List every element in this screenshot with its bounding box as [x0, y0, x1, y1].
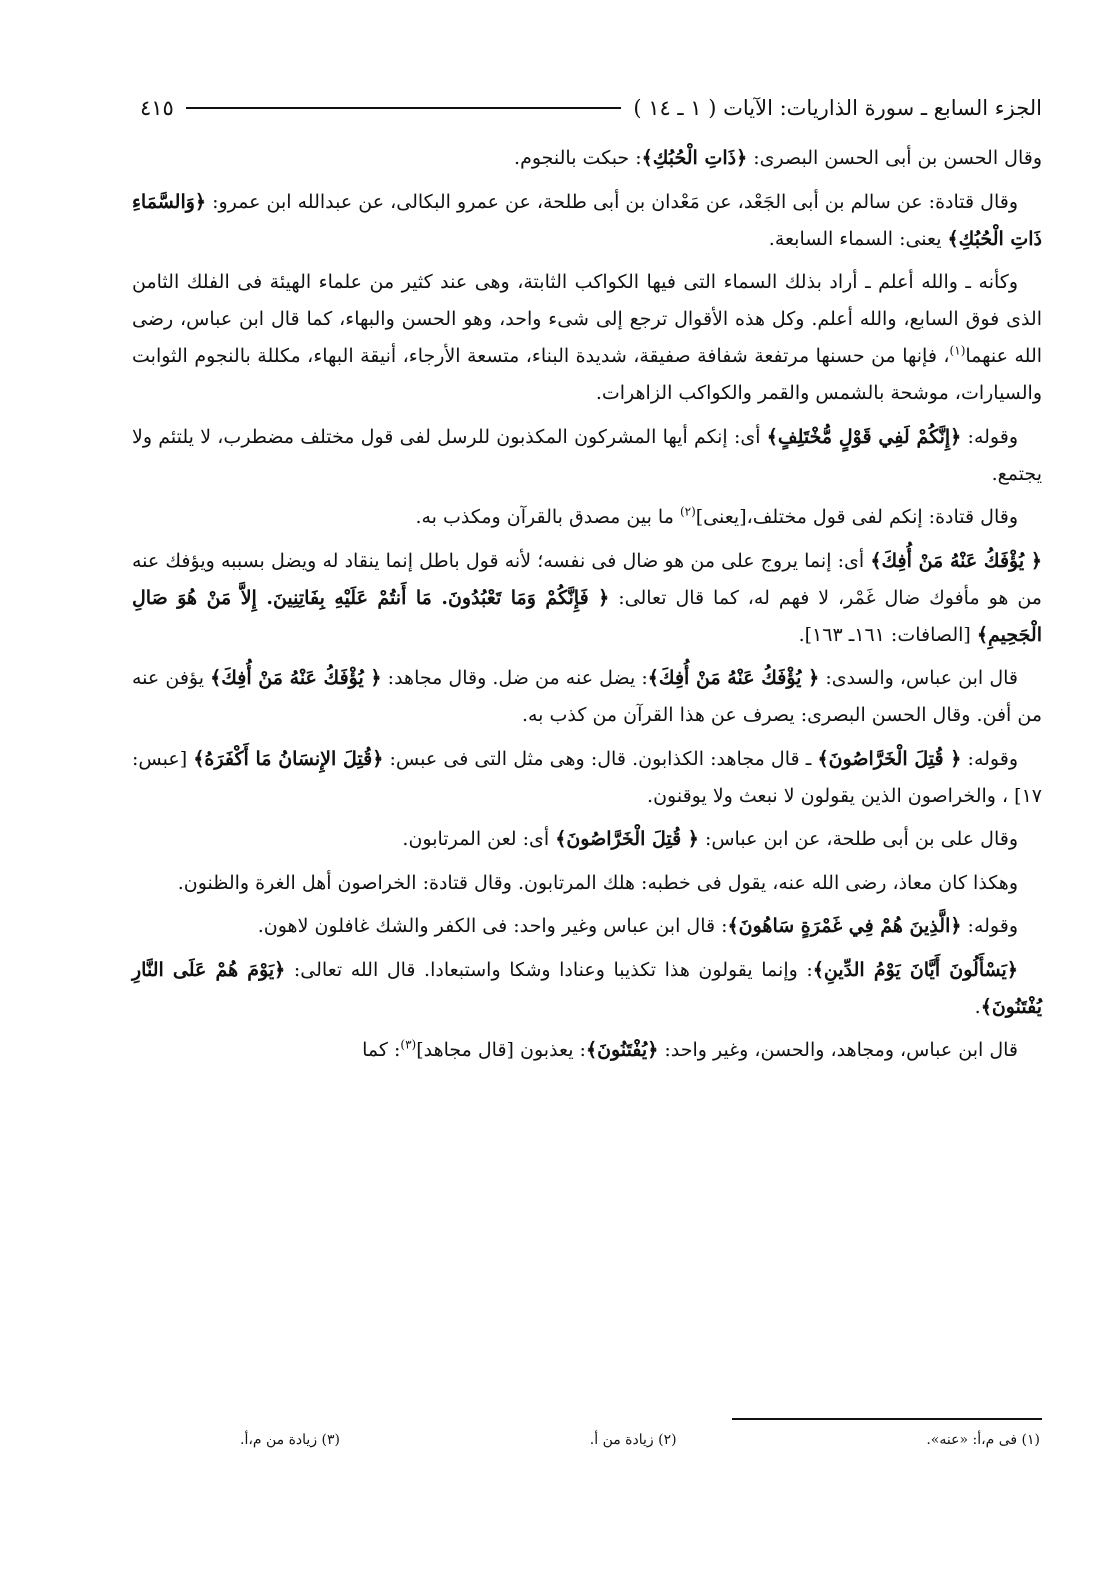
quran-quote: ﴿يُفْتَنُونَ﴾ [585, 1039, 659, 1061]
quran-quote: ﴿ذَاتِ الْحُبُكِ﴾ [641, 147, 748, 169]
footnote-ref: (٢) [679, 504, 696, 519]
quran-quote: ﴿ يُؤْفَكُ عَنْهُ مَنْ أُفِكَ﴾ [647, 667, 820, 689]
text-run: ، فإنها من حسنها مرتفعة شفافة صفيقة، شديدة البناء، متسعة الأرجاء، أنيقة البهاء، مكللة بالنجوم الثوابت والسيارات، موشحة بالشمس والقمر والكواكب الزاهرات. [132, 345, 1042, 404]
text-run: [الصافات: ١٦١ـ ١٦٣]. [798, 623, 977, 646]
paragraph [132, 184, 1042, 258]
quran-quote: ﴿ قُتِلَ الْخَرَّاصُونَ﴾ [555, 828, 699, 850]
quran-quote: ﴿ قُتِلَ الْخَرَّاصُونَ﴾ [817, 747, 962, 770]
paragraph [132, 499, 1042, 536]
quran-quote: ﴿يَوْمَ هُمْ عَلَى النَّارِ يُفْتَنُونَ﴾ [132, 958, 1042, 1018]
text-run: : يضل عنه من ضل. وقال مجاهد: [381, 667, 648, 689]
paragraph [132, 741, 1042, 815]
text-run: أى: إنكم أيها المشركون المكذبون للرسل لفى قول مختلف مضطرب، لا يلتئم ولا يجتمع. [132, 425, 1042, 485]
text-run: وقوله: [961, 747, 1018, 770]
text-run: : قال ابن عباس وغير واحد: فى الكفر والشك غافلون لاهون. [257, 915, 728, 937]
text-run: قال ابن عباس، ومجاهد، والحسن، وغير واحد: [658, 1039, 1018, 1061]
paragraph [132, 1032, 1042, 1069]
quran-quote: ﴿ يُؤْفَكُ عَنْهُ مَنْ أُفِكَ﴾ [870, 549, 1042, 572]
quran-quote: ﴿قُتِلَ الإِنسَانُ مَا أَكْفَرَهُ﴾ [193, 747, 384, 770]
paragraph [132, 821, 1042, 858]
quran-quote: ﴿الَّذِينَ هُمْ فِي غَمْرَةٍ سَاهُونَ﴾ [727, 915, 962, 937]
paragraph [132, 660, 1042, 734]
page-header [140, 88, 1042, 128]
text-run: وهكذا كان معاذ، رضى الله عنه، يقول فى خطبه: هلك المرتابون. وقال قتادة: الخراصون أهل الغرة والظنون. [177, 871, 1018, 894]
paragraph [132, 543, 1042, 654]
footnote-1: (١) فى م،أ: «عنه». [926, 1432, 1040, 1448]
paragraph [132, 952, 1042, 1026]
page-number: ٤١٥ [140, 96, 174, 120]
footnote-ref: (١) [949, 343, 966, 358]
text-run: ما بين مصدق بالقرآن ومكذب به. [415, 506, 680, 528]
text-run: أى: لعن المرتابون. [402, 828, 556, 850]
text-run: يؤفن عنه من أفن. وقال الحسن البصرى: يصرف عن هذا القرآن من كذب به. [132, 667, 1042, 726]
header-rule [186, 107, 621, 109]
text-run: وقال الحسن بن أبى الحسن البصرى: [747, 147, 1042, 169]
text-run: وقوله: [961, 425, 1018, 448]
paragraph [132, 140, 1042, 177]
footnote-3: (٣) زيادة من م،أ. [240, 1432, 341, 1448]
running-head: الجزء السابع ـ سورة الذاريات: الآيات ( ١ ـ ١٤ ) [633, 96, 1042, 120]
text-run: وكأنه ـ والله أعلم ـ أراد بذلك السماء التى فيها الكواكب الثابتة، وهى عند كثير من علماء الهيئة فى الفلك الثامن الذى فوق السابع، والله أعلم. وكل هذه الأقوال ترجع إلى شىء واحد، وهو الحسن والبهاء، كما قال ابن عباس، رضى الله عنهما [132, 271, 1043, 367]
text-run: وقال على بن أبى طلحة، عن ابن عباس: [698, 828, 1018, 850]
text-run: : يعذبون [قال مجاهد] [416, 1039, 586, 1061]
text-run: أى: إنما يروج على من هو ضال فى نفسه؛ لأنه قول باطل إنما ينقاد له ويضل بسببه ويؤفك عنه من هو مأفوك ضال غَمْر، لا فهم له، كما قال تعالى: [132, 549, 1042, 609]
footnote-ref: (٣) [400, 1037, 417, 1052]
text-run: : كما [362, 1039, 401, 1061]
text-run: [عبس: ١٧] ، والخراصون الذين يقولون لا نبعث ولا يوقنون. [132, 747, 1042, 807]
text-run: يعنى: السماء السابعة. [768, 227, 948, 250]
paragraph [132, 908, 1042, 945]
quran-quote: ﴿وَالسَّمَاءِ ذَاتِ الْحُبُكِ﴾ [132, 190, 1042, 250]
quran-quote: ﴿يَسْأَلُونَ أَيَّانَ يَوْمُ الدِّينِ﴾ [812, 958, 1018, 981]
text-run: قال ابن عباس، والسدى: [819, 667, 1018, 689]
footnote-rule [732, 1418, 1042, 1420]
quran-quote: ﴿إِنَّكُمْ لَفِي قَوْلٍ مُّخْتَلِفٍ﴾ [766, 425, 962, 448]
text-run: : وإنما يقولون هذا تكذيبا وعنادا وشكا واستبعادا. قال الله تعالى: [285, 958, 813, 981]
text-run: . [974, 995, 981, 1018]
paragraph [132, 419, 1042, 493]
text-run: وقال قتادة: إنكم لفى قول مختلف،[يعنى] [695, 506, 1018, 528]
paragraph [132, 264, 1042, 412]
footnote-2: (٢) زيادة من أ. [589, 1432, 677, 1448]
text-run: : حبكت بالنجوم. [514, 147, 642, 169]
text-run: ـ قال مجاهد: الكذابون. قال: وهى مثل التى فى عبس: [383, 747, 818, 770]
footnotes [240, 1432, 1040, 1448]
page-body [132, 140, 1042, 1076]
quran-quote: ﴿ فَإِنَّكُمْ وَمَا تَعْبُدُونَ. مَا أَنتُمْ عَلَيْهِ بِفَاتِنِينَ. إِلاَّ مَنْ هُوَ صَالِ الْجَحِيمِ﴾ [132, 586, 1042, 646]
text-run: وقوله: [961, 915, 1018, 937]
paragraph [132, 865, 1042, 902]
quran-quote: ﴿ يُؤْفَكُ عَنْهُ مَنْ أُفِكَ﴾ [210, 667, 382, 689]
text-run: وقال قتادة: عن سالم بن أبى الجَعْد، عن مَعْدان بن أبى طلحة، عن عمرو البكالى، عن عبدالله ابن عمرو: [206, 190, 1018, 213]
